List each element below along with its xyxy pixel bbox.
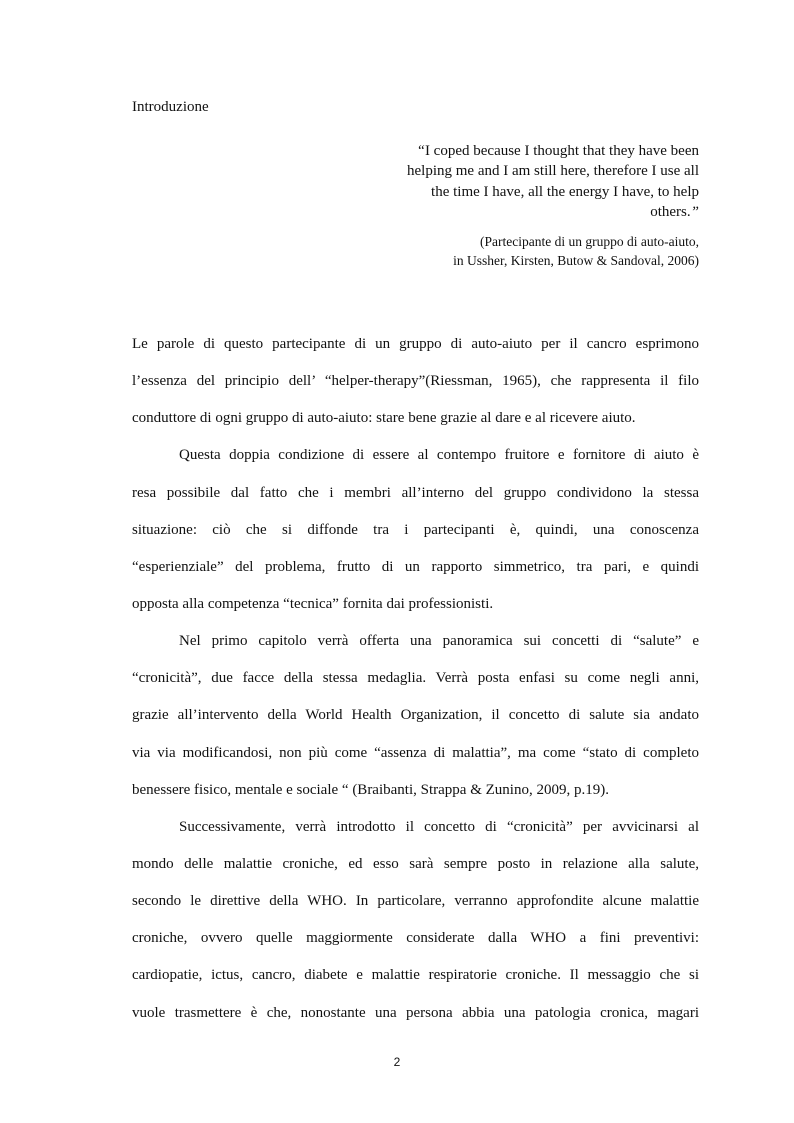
text-line: situazione: ciò che si diffonde tra i partecipanti è, quindi, una conoscenza <box>132 521 699 538</box>
paragraph-3 <box>132 623 699 809</box>
text-line: “esperienziale” del problema, frutto di un rapporto simmetrico, tra pari, e quindi <box>132 558 699 575</box>
page-number: 2 <box>393 1055 401 1069</box>
quote-close-mark: ” <box>690 203 699 220</box>
citation-line: in Ussher, Kirsten, Butow & Sandoval, 2006) <box>453 253 699 268</box>
text-line: “cronicità”, due facce della stessa medaglia. Verrà posta enfasi su come negli anni, <box>132 670 699 687</box>
text-line: benessere fisico, mentale e sociale “ (Braibanti, Strappa & Zunino, 2009, p.19). <box>132 781 609 798</box>
text-line: croniche, ovvero quelle maggiormente considerate dalla WHO a fini preventivi: <box>132 930 699 947</box>
quote-line: the time I have, all the energy I have, to help <box>431 183 699 200</box>
quote-line: others.” <box>650 203 699 220</box>
epigraph-quote <box>370 141 699 222</box>
text-line: Nel primo capitolo verrà offerta una panoramica sui concetti di “salute” e <box>179 633 699 650</box>
text-line: grazie all’intervento della World Health Organization, il concetto di salute sia andato <box>132 707 699 724</box>
quote-line: helping me and I am still here, therefore I use all <box>407 163 699 180</box>
citation-line: (Partecipante di un gruppo di auto-aiuto, <box>480 234 699 249</box>
text-line: via via modificandosi, non più come “assenza di malattia”, ma come “stato di completo <box>132 744 699 761</box>
text-line: Questa doppia condizione di essere al contempo fruitore e fornitore di aiuto è <box>179 447 699 464</box>
paragraph-2 <box>132 437 699 623</box>
text-line: resa possibile dal fatto che i membri all’interno del gruppo condividono la stessa <box>132 484 699 501</box>
text-line: secondo le direttive della WHO. In particolare, verranno approfondite alcune malattie <box>132 893 699 910</box>
quote-line: “I coped because I thought that they have been <box>416 143 699 159</box>
text-line: mondo delle malattie croniche, ed esso sarà sempre posto in relazione alla salute, <box>132 855 699 872</box>
text-line: cardiopatie, ictus, cancro, diabete e malattie respiratorie croniche. Il messaggio che si <box>132 967 699 984</box>
quote-citation <box>370 232 699 270</box>
quote-open-mark: “ <box>416 143 425 159</box>
text-line: opposta alla competenza “tecnica” fornita dai professionisti. <box>132 595 494 612</box>
section-heading: Introduzione <box>132 99 209 115</box>
paragraph-1 <box>132 326 699 437</box>
paragraph-4 <box>132 809 699 1032</box>
text-line: Le parole di questo partecipante di un gruppo di auto-aiuto per il cancro esprimono <box>132 336 699 352</box>
text-line: vuole trasmettere è che, nonostante una persona abbia una patologia cronica, magari <box>132 1004 699 1021</box>
text-line: conduttore di ogni gruppo di auto-aiuto: stare bene grazie al dare e al ricevere aiuto. <box>132 410 636 427</box>
text-line: l’essenza del principio dell’ “helper-therapy”(Riessman, 1965), che rappresenta il filo <box>132 373 699 390</box>
text-line: Successivamente, verrà introdotto il concetto di “cronicità” per avvicinarsi al <box>179 818 699 835</box>
body-text <box>132 326 699 1032</box>
